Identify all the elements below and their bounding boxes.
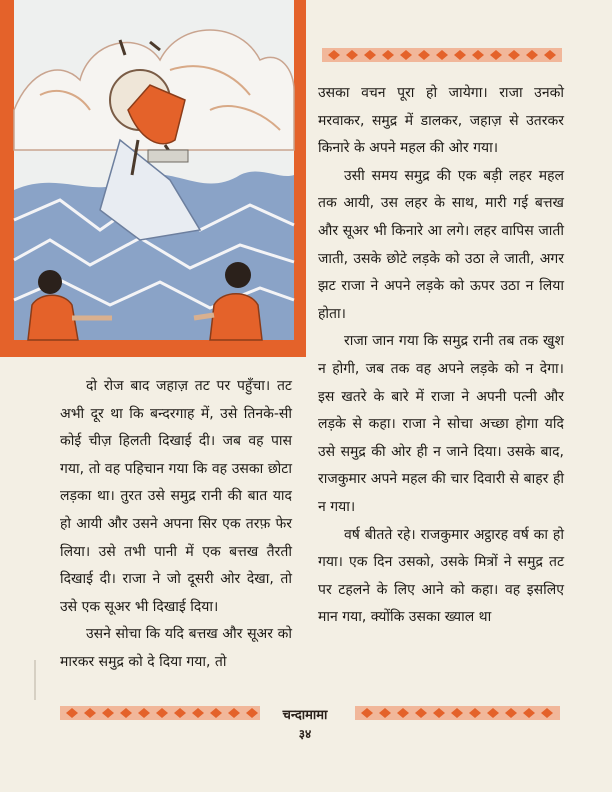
paragraph: उसका वचन पूरा हो जायेगा। राजा उनको मरवाकर, समुद्र में डालकर, जहाज़ से उतरकर किनारे के अपने महल की ओर गया।: [318, 85, 564, 157]
paragraph: दो रोज बाद जहाज़ तट पर पहुँचा। तट अभी दूर था कि बन्दरगाह में, उसे तिनके-सी कोई चीज़ हिलती दिखाई दी। जब वह पास गया, तो वह पहिचान गया कि वह उसका छोटा लड़का था। तुरत उसे समुद्र रानी की बात याद हो आयी और उसने अपना सिर एक तरफ़ फेर लिया। उसे तभी पानी में एक बत्तख तैरती दिखाई दी। राजा ने जो दूसरी ओर देखा, तो उसे एक सूअर भी दिखाई दिया।: [60, 378, 292, 615]
text-column-right: [318, 80, 564, 632]
ship-in-storm-icon: [0, 0, 306, 357]
ornament-strip-icon: [60, 706, 260, 720]
paragraph: वर्ष बीतते रहे। राजकुमार अट्ठारह वर्ष का हो गया। एक दिन उसको, उसके मित्रों ने समुद्र तट पर टहलने के लिए आने को कहा। वह इसलिए मान गया, क्योंकि उसका ख्याल था: [318, 526, 564, 626]
magazine-title: चन्दामामा: [282, 708, 328, 723]
ornament-strip-icon: [355, 706, 560, 720]
text-column-left: [60, 373, 292, 677]
paragraph: राजा जान गया कि समुद्र रानी तब तक खुश न होगी, जब तक वह अपने लड़के को न देगा। इस खतरे के बारे में राजा ने अपनी पत्नी और लड़के से कहा। राजा ने सोचा अच्छा होगा यदि उसे समुद्र की ओर ही न जाने दिया। उसके बाद, राजकुमार अपने महल की चार दिवारी से बाहर ही न गया।: [318, 333, 564, 515]
paragraph: उसी समय समुद्र की एक बड़ी लहर महल तक आयी, उस लहर के साथ, मारी गई बत्तख और सूअर भी किनारे आ लगे। लहर वापिस जाती जाती, उसके छोटे लड़के को उठा ले जाती, अगर झट राजा ने अपने लड़के को ऊपर उठा न लिया होता।: [318, 167, 564, 322]
margin-mark: [34, 660, 36, 700]
decorative-border-bottom-right: [355, 706, 560, 720]
decorative-border-top: [322, 48, 562, 62]
paragraph: उसने सोचा कि यदि बत्तख और सूअर को मारकर समुद्र को दे दिया गया, तो: [60, 626, 292, 670]
page-number: ३४: [298, 727, 312, 741]
decorative-border-bottom-left: [60, 706, 260, 720]
ornament-strip-icon: [322, 48, 562, 62]
story-illustration: [0, 0, 306, 357]
